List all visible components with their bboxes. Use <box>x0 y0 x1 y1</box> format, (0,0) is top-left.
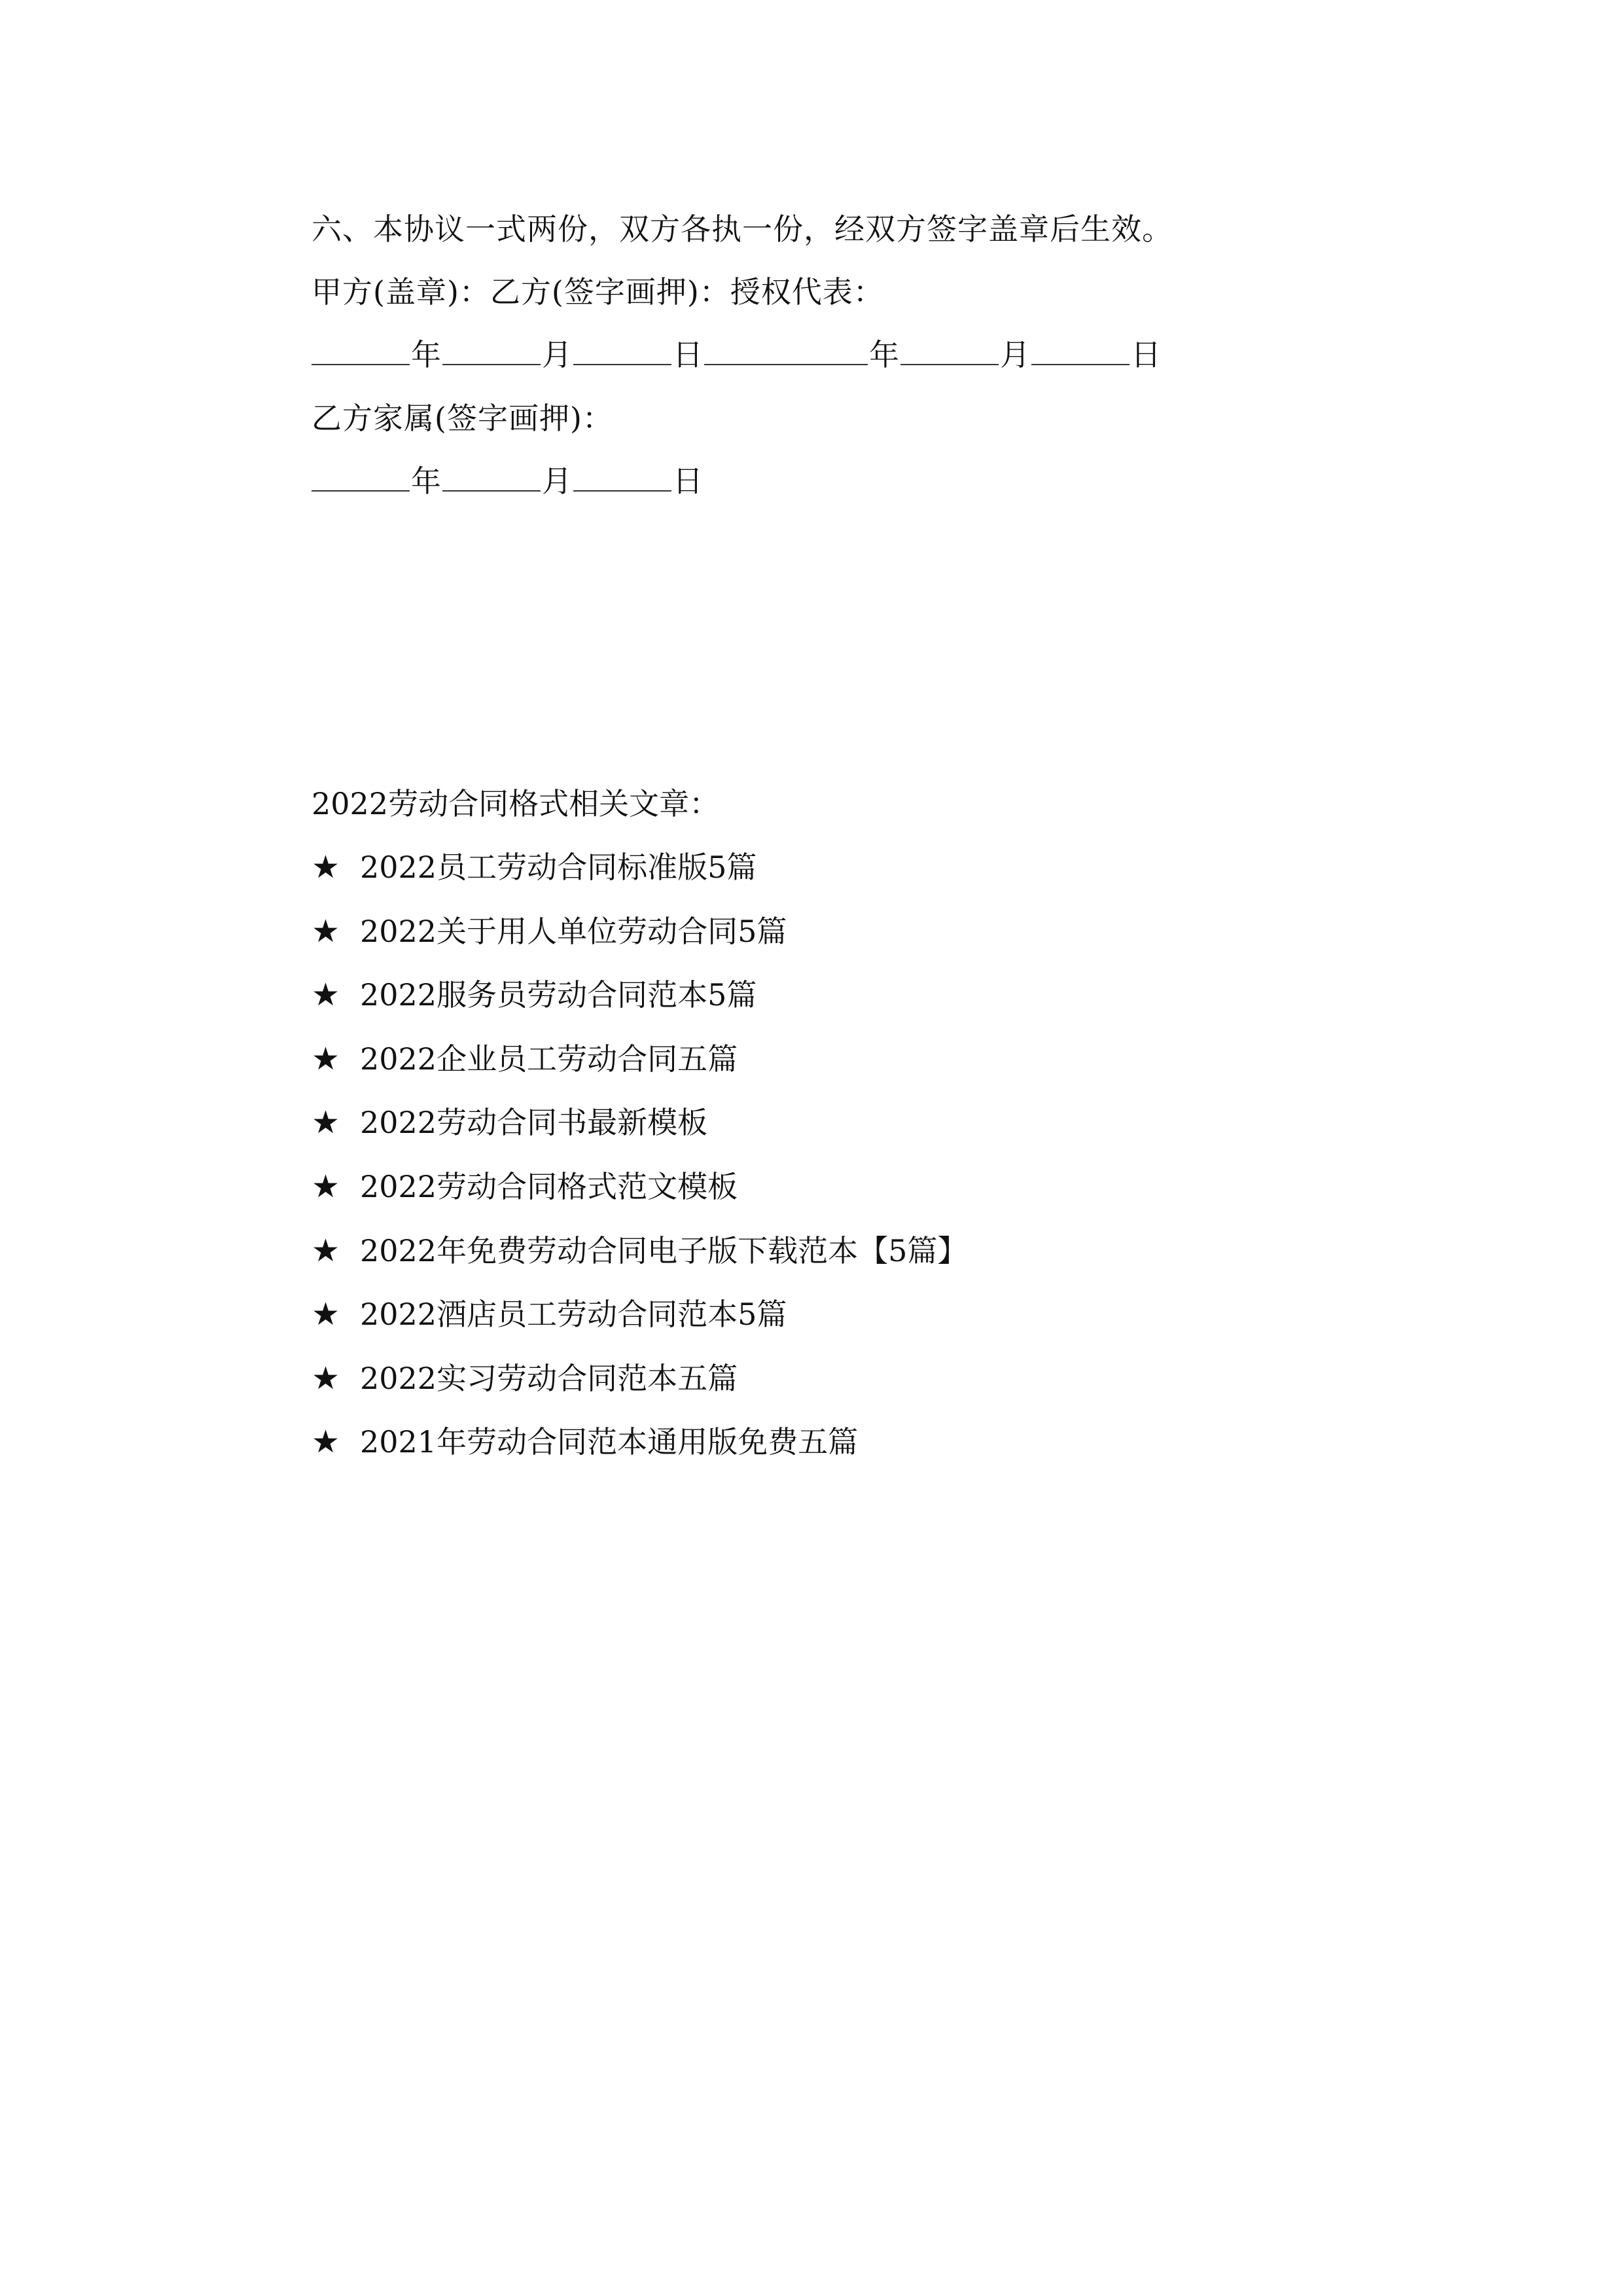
month-label: 月 <box>542 463 572 499</box>
month-blank[interactable] <box>442 338 541 365</box>
star-icon: ★ <box>312 1168 340 1205</box>
list-item <box>312 848 967 912</box>
related-articles-list <box>312 848 967 1486</box>
date-row-parties <box>312 335 1162 374</box>
day-label: 日 <box>673 463 703 499</box>
day-blank[interactable] <box>573 464 671 492</box>
year-blank[interactable] <box>704 338 868 365</box>
star-icon: ★ <box>312 977 340 1014</box>
star-icon: ★ <box>312 1232 340 1269</box>
related-article-link[interactable]: 2022酒店员工劳动合同范本5篇 <box>360 1297 787 1333</box>
related-article-link[interactable]: 2022年免费劳动合同电子版下载范本【5篇】 <box>360 1232 968 1268</box>
year-label: 年 <box>411 463 441 499</box>
list-item <box>312 1231 967 1295</box>
list-item <box>312 1039 967 1103</box>
star-icon: ★ <box>312 1359 340 1397</box>
year-label: 年 <box>411 337 441 372</box>
related-article-link[interactable]: 2022关于用人单位劳动合同5篇 <box>360 913 787 949</box>
clause-six: 六、本协议一式两份，双方各执一份，经双方签字盖章后生效。 <box>312 211 1173 247</box>
related-article-link[interactable]: 2022实习劳动合同范本五篇 <box>360 1360 738 1396</box>
date-row-family <box>312 461 704 501</box>
list-item <box>312 1295 967 1359</box>
month-blank[interactable] <box>442 464 541 492</box>
related-articles-heading: 2022劳动合同格式相关文章： <box>312 786 720 821</box>
related-article-link[interactable]: 2022服务员劳动合同范本5篇 <box>360 977 757 1013</box>
month-label: 月 <box>542 337 572 372</box>
day-blank[interactable] <box>573 338 671 365</box>
signature-family-line: 乙方家属(签字画押)： <box>312 401 613 436</box>
year-blank[interactable] <box>312 464 410 492</box>
day-label: 日 <box>673 337 703 372</box>
month-blank[interactable] <box>901 338 999 365</box>
year-label: 年 <box>869 337 899 372</box>
star-icon: ★ <box>312 912 340 950</box>
related-article-link[interactable]: 2022劳动合同格式范文模板 <box>360 1168 738 1204</box>
list-item <box>312 1103 967 1167</box>
star-icon: ★ <box>312 1104 340 1141</box>
list-item <box>312 975 967 1039</box>
day-label: 日 <box>1131 337 1161 372</box>
list-item <box>312 912 967 976</box>
related-article-link[interactable]: 2022企业员工劳动合同五篇 <box>360 1041 738 1077</box>
star-icon: ★ <box>312 1296 340 1333</box>
list-item <box>312 1359 967 1423</box>
related-article-link[interactable]: 2022员工劳动合同标准版5篇 <box>360 850 757 885</box>
signature-parties-line: 甲方(盖章)：乙方(签字画押)：授权代表： <box>312 274 884 310</box>
month-label: 月 <box>1000 337 1030 372</box>
year-blank[interactable] <box>312 338 410 365</box>
day-blank[interactable] <box>1031 338 1130 365</box>
star-icon: ★ <box>312 849 340 886</box>
star-icon: ★ <box>312 1424 340 1461</box>
list-item <box>312 1422 967 1486</box>
star-icon: ★ <box>312 1040 340 1077</box>
related-article-link[interactable]: 2022劳动合同书最新模板 <box>360 1105 708 1141</box>
list-item <box>312 1167 967 1231</box>
related-article-link[interactable]: 2021年劳动合同范本通用版免费五篇 <box>360 1424 859 1460</box>
